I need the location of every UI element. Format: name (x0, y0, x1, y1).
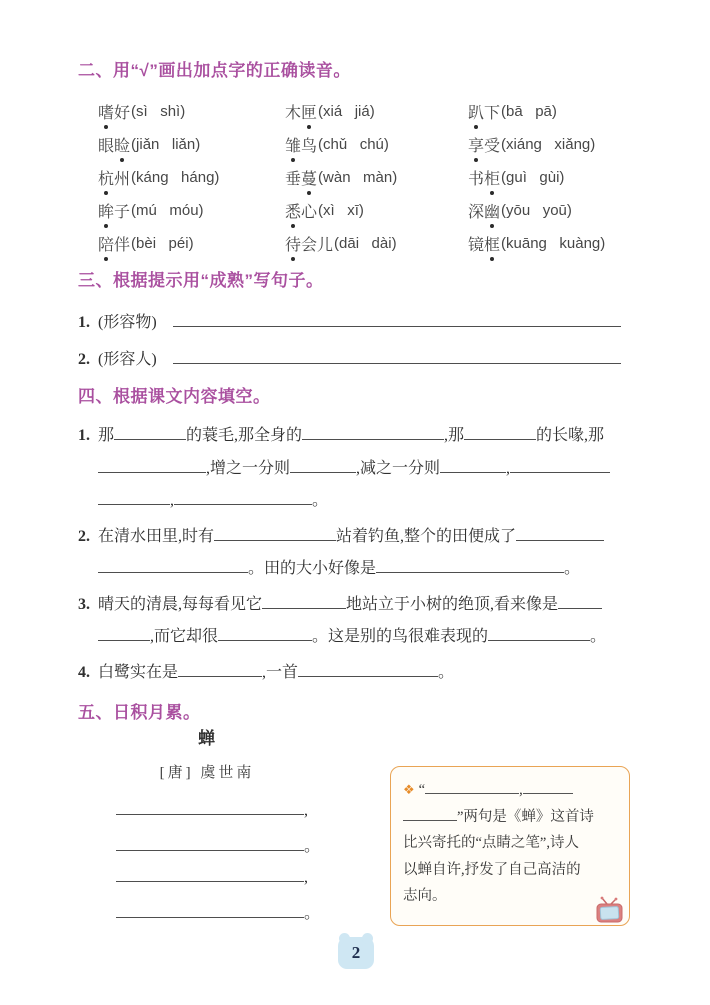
character: 儿 (317, 237, 334, 254)
answer-blank[interactable] (116, 866, 304, 882)
answer-blank[interactable] (510, 457, 610, 473)
sentence-item (78, 304, 643, 341)
word-grid (98, 95, 643, 260)
answer-blank[interactable] (173, 348, 621, 364)
dotted-character: 嗜 (98, 100, 114, 123)
answer-blank[interactable] (116, 902, 304, 918)
question-number: 1. (78, 427, 90, 444)
character: 好 (114, 105, 131, 122)
text-segment: 那 (98, 427, 115, 444)
poem-title: 蝉 (198, 729, 216, 748)
fill-line (98, 453, 643, 486)
answer-blank[interactable] (214, 525, 336, 541)
character: 会 (301, 237, 318, 254)
fill-line (78, 589, 643, 622)
pinyin-options: (wàn màn) (318, 169, 398, 186)
answer-blank[interactable] (218, 625, 312, 641)
text-segment: , (304, 802, 308, 819)
word-item (98, 161, 285, 194)
dotted-character: 悉 (285, 199, 301, 222)
answer-blank[interactable] (98, 457, 206, 473)
question-number: 2. (78, 351, 90, 368)
answer-blank[interactable] (98, 557, 248, 573)
character: 州 (114, 171, 131, 188)
dotted-character: 趴 (468, 100, 484, 123)
word-item (468, 128, 643, 161)
answer-blank[interactable] (114, 424, 186, 440)
pinyin-options: (xì xī) (318, 202, 364, 219)
character: 鸟 (301, 138, 318, 155)
character: 心 (301, 204, 318, 221)
character: 伴 (114, 237, 131, 254)
text-segment: 。 (304, 837, 321, 855)
answer-blank[interactable] (98, 489, 170, 505)
word-item (98, 128, 285, 161)
pinyin-options: (dāi dài) (334, 235, 397, 252)
dotted-character: 眸 (98, 199, 114, 222)
text-segment: 在清水田里,时有 (98, 527, 215, 545)
character: 下 (484, 105, 501, 122)
text-segment: 。田的大小好像是 (248, 560, 377, 577)
text-segment: 。 (304, 904, 321, 922)
answer-blank[interactable] (376, 557, 564, 573)
pinyin-options: (bèi péi) (131, 235, 194, 252)
diamond-icon: ❖ (403, 782, 415, 797)
text-segment: ”两句是《蝉》这首诗 (457, 808, 594, 825)
word-item (285, 161, 468, 194)
dotted-character: 柜 (484, 166, 500, 189)
text-segment: , (170, 492, 174, 509)
character: 镜 (468, 237, 485, 254)
text-segment: 的蓑毛,那全身的 (186, 427, 303, 444)
dotted-character: 待 (285, 232, 301, 255)
text-segment: 站着钓鱼,整个的田便成了 (336, 527, 517, 545)
question-label: (形容人) (98, 351, 157, 368)
text-segment: 白鹭实在是 (98, 663, 179, 681)
answer-blank[interactable] (425, 780, 519, 794)
dotted-character: 睑 (114, 133, 130, 156)
poem-author: [唐] 虞世南 (159, 765, 255, 781)
fill-line (78, 521, 643, 554)
text-segment: “ (418, 782, 426, 798)
text-segment: ,增之一分则 (206, 459, 291, 477)
answer-blank[interactable] (440, 457, 506, 473)
answer-blank[interactable] (403, 807, 457, 821)
word-characters (285, 133, 317, 156)
text-segment: , (519, 782, 523, 798)
text-segment: 。 (590, 628, 607, 645)
poem-line (116, 866, 328, 900)
text-segment: 志向。 (403, 888, 447, 904)
word-item (468, 194, 643, 227)
word-characters (468, 166, 500, 189)
note-line (403, 857, 617, 884)
poem-line (116, 799, 328, 833)
section-fill-blanks (78, 382, 643, 692)
character: 子 (114, 204, 131, 221)
answer-blank[interactable] (173, 311, 621, 327)
question-number: 3. (78, 595, 90, 613)
word-item (285, 194, 468, 227)
answer-blank[interactable] (464, 424, 536, 440)
question-label: (形容物) (98, 314, 157, 331)
text-segment: , (304, 869, 308, 886)
text-segment: ,而它却很 (150, 628, 219, 645)
text-segment: ,那 (444, 427, 465, 444)
character: 木 (285, 105, 302, 122)
pinyin-options: (kuāng kuàng) (501, 235, 606, 252)
word-item (285, 128, 468, 161)
fill-line (98, 553, 643, 586)
text-segment: ,减之一分则 (356, 459, 441, 477)
word-characters (285, 166, 317, 189)
dotted-character: 杭 (98, 166, 114, 189)
pinyin-options: (chǔ chú) (318, 136, 389, 153)
fill-item (78, 420, 643, 518)
dotted-character: 框 (484, 232, 500, 255)
text-segment: 以蝉自许,抒发了自己高洁的 (403, 861, 581, 878)
text-segment: 。 (438, 663, 455, 681)
note-line (403, 883, 617, 910)
question-number: 1. (78, 314, 90, 331)
answer-blank[interactable] (298, 661, 438, 677)
sentence-items (78, 304, 643, 378)
word-item (468, 161, 643, 194)
section-accumulation (78, 698, 643, 963)
fill-line (98, 621, 643, 654)
pinyin-options: (bā pā) (501, 103, 557, 120)
note-line (403, 804, 617, 831)
word-characters (285, 100, 317, 123)
tv-icon (594, 895, 626, 925)
answer-blank[interactable] (262, 593, 346, 609)
section-4-header: 四、根据课文内容填空。 (78, 387, 271, 406)
pinyin-options: (xiá jiá) (318, 103, 375, 120)
text-segment: 晴天的清晨,每每看见它 (98, 595, 263, 613)
poem-line (116, 900, 328, 934)
section-3-header: 三、根据提示用“成熟”写句子。 (78, 271, 324, 290)
answer-blank[interactable] (558, 593, 602, 609)
fill-items (78, 420, 643, 689)
text-segment: ,一首 (262, 663, 299, 681)
word-item (98, 95, 285, 128)
dotted-character: 幽 (484, 199, 500, 222)
note-line (403, 777, 617, 804)
question-number: 4. (78, 663, 90, 681)
character: 深 (468, 204, 485, 221)
poem-note-box (390, 766, 630, 926)
section-sentence-writing (78, 266, 643, 378)
answer-blank[interactable] (178, 661, 262, 677)
fill-item (78, 657, 643, 690)
word-item (285, 227, 468, 260)
text-segment: 的长喙,那 (536, 427, 605, 444)
pinyin-options: (xiáng xiǎng) (501, 136, 596, 153)
answer-blank[interactable] (98, 625, 150, 641)
word-item (468, 227, 643, 260)
question-number: 2. (78, 527, 90, 545)
word-item (468, 95, 643, 128)
note-line (403, 830, 617, 857)
fill-line (78, 420, 643, 453)
text-segment: 。这是别的鸟很难表现的 (312, 628, 489, 645)
text-segment: 。 (564, 560, 581, 577)
text-segment: 地站立于小树的绝顶,看来像是 (346, 595, 559, 613)
word-characters (98, 133, 130, 156)
answer-blank[interactable] (116, 835, 304, 851)
answer-blank[interactable] (302, 424, 444, 440)
word-characters (285, 199, 317, 222)
answer-blank[interactable] (516, 525, 604, 541)
word-characters (468, 232, 500, 255)
pinyin-options: (mú móu) (131, 202, 204, 219)
poem-block (86, 724, 328, 933)
section-pronunciation (78, 56, 643, 260)
dotted-character: 陪 (98, 232, 114, 255)
pinyin-options: (káng háng) (131, 169, 220, 186)
fill-item (78, 589, 643, 654)
answer-blank[interactable] (116, 799, 304, 815)
pinyin-options: (guì gùi) (501, 169, 565, 186)
word-characters (468, 100, 500, 123)
pinyin-options: (sì shì) (131, 103, 186, 120)
answer-blank[interactable] (290, 457, 356, 473)
character: 书 (468, 171, 485, 188)
fill-item (78, 521, 643, 586)
character: 受 (484, 138, 501, 155)
word-characters (98, 100, 130, 123)
section-2-header: 二、用“√”画出加点字的正确读音。 (78, 61, 351, 80)
word-characters (468, 199, 500, 222)
dotted-character: 享 (468, 133, 484, 156)
pinyin-options: (jiǎn liǎn) (131, 136, 201, 153)
word-characters (468, 133, 500, 156)
dotted-character: 雏 (285, 133, 301, 156)
word-characters (98, 166, 130, 189)
poem-line (116, 833, 328, 867)
page-number: 2 (351, 943, 361, 962)
text-segment: , (506, 459, 511, 477)
character: 眼 (98, 138, 115, 155)
word-item (98, 227, 285, 260)
note-text (403, 777, 617, 910)
character: 垂 (285, 171, 302, 188)
dotted-character: 蔓 (301, 166, 317, 189)
fill-line (78, 657, 643, 690)
fill-line (98, 485, 643, 518)
answer-blank[interactable] (174, 489, 312, 505)
word-characters (98, 199, 130, 222)
answer-blank[interactable] (523, 780, 573, 794)
answer-blank[interactable] (488, 625, 590, 641)
dotted-character: 匣 (301, 100, 317, 123)
word-item (98, 194, 285, 227)
section-5-header: 五、日积月累。 (78, 703, 201, 722)
pinyin-options: (yōu yoū) (501, 202, 572, 219)
text-segment: 。 (312, 492, 329, 509)
text-segment: 比兴寄托的“点睛之笔”,诗人 (403, 835, 579, 851)
poem-lines (86, 799, 328, 933)
word-characters (285, 232, 333, 255)
word-characters (98, 232, 130, 255)
word-item (285, 95, 468, 128)
sentence-item (78, 341, 643, 378)
page-number-badge (338, 937, 374, 969)
